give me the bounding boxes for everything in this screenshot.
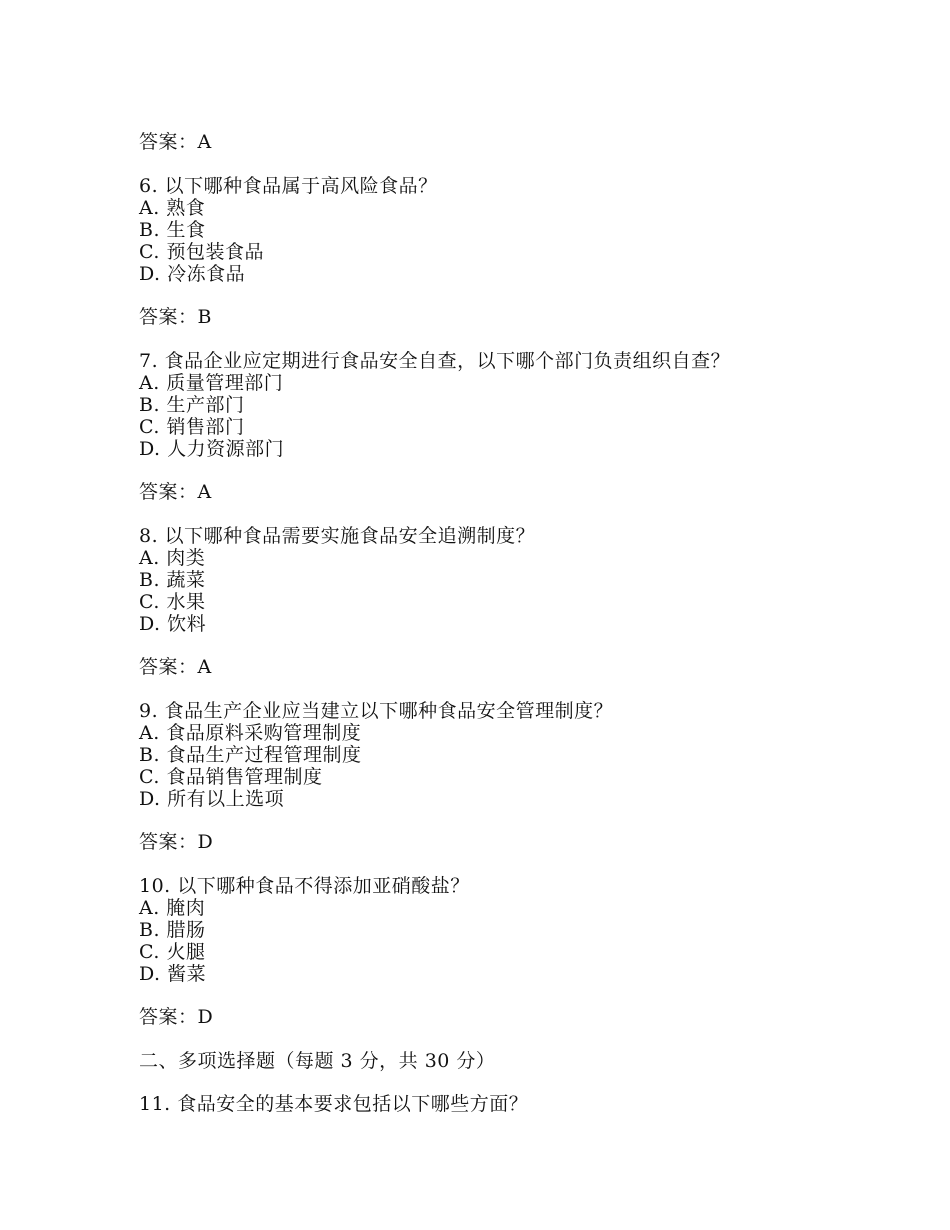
section-heading: 二、多项选择题（每题 3 分，共 30 分） <box>139 1049 496 1072</box>
answer-line: 答案：A <box>139 131 212 153</box>
option-line: B. 生产部门 <box>139 393 245 416</box>
option-line: C. 销售部门 <box>139 415 245 438</box>
spacer <box>139 985 839 1007</box>
answer-line: 答案：A <box>139 656 212 678</box>
option-line: A. 熟食 <box>139 196 206 219</box>
option-line: C. 食品销售管理制度 <box>139 765 323 788</box>
option-line: C. 火腿 <box>139 940 206 963</box>
option-line: A. 质量管理部门 <box>139 371 284 394</box>
question-text: 10. 以下哪种食品不得添加亚硝酸盐？ <box>139 874 470 897</box>
option-line: B. 腊肠 <box>139 918 206 941</box>
option-line: A. 肉类 <box>139 546 206 569</box>
question-text: 9. 食品生产企业应当建立以下哪种食品安全管理制度？ <box>139 699 614 722</box>
question-text: 11. 食品安全的基本要求包括以下哪些方面？ <box>139 1093 529 1115</box>
spacer <box>139 678 839 700</box>
option-line: D. 人力资源部门 <box>139 437 285 460</box>
answer-line: 答案：D <box>139 1006 214 1028</box>
option-line: A. 食品原料采购管理制度 <box>139 721 362 744</box>
option-line: C. 水果 <box>139 590 206 613</box>
answer-line: 答案：A <box>139 481 212 503</box>
spacer <box>139 853 839 875</box>
spacer <box>139 285 839 307</box>
option-line: D. 饮料 <box>139 612 207 635</box>
option-line: A. 腌肉 <box>139 896 206 919</box>
question-text: 7. 食品企业应定期进行食品安全自查，以下哪个部门负责组织自查？ <box>139 349 731 372</box>
spacer <box>139 810 839 832</box>
question-text: 8. 以下哪种食品需要实施食品安全追溯制度？ <box>139 524 536 547</box>
option-line: B. 生食 <box>139 218 206 241</box>
answer-line: 答案：D <box>139 831 214 853</box>
option-line: D. 所有以上选项 <box>139 787 285 810</box>
spacer <box>139 1072 839 1094</box>
question-text: 6. 以下哪种食品属于高风险食品？ <box>139 174 438 197</box>
option-line: B. 食品生产过程管理制度 <box>139 743 362 766</box>
document-page <box>139 131 839 1115</box>
option-line: D. 冷冻食品 <box>139 262 246 285</box>
spacer <box>139 1028 839 1050</box>
option-line: C. 预包装食品 <box>139 240 264 263</box>
spacer <box>139 460 839 482</box>
spacer <box>139 503 839 525</box>
option-line: D. 酱菜 <box>139 962 207 985</box>
spacer <box>139 635 839 657</box>
spacer <box>139 328 839 350</box>
option-line: B. 蔬菜 <box>139 568 206 591</box>
spacer <box>139 153 839 175</box>
answer-line: 答案：B <box>139 306 212 328</box>
